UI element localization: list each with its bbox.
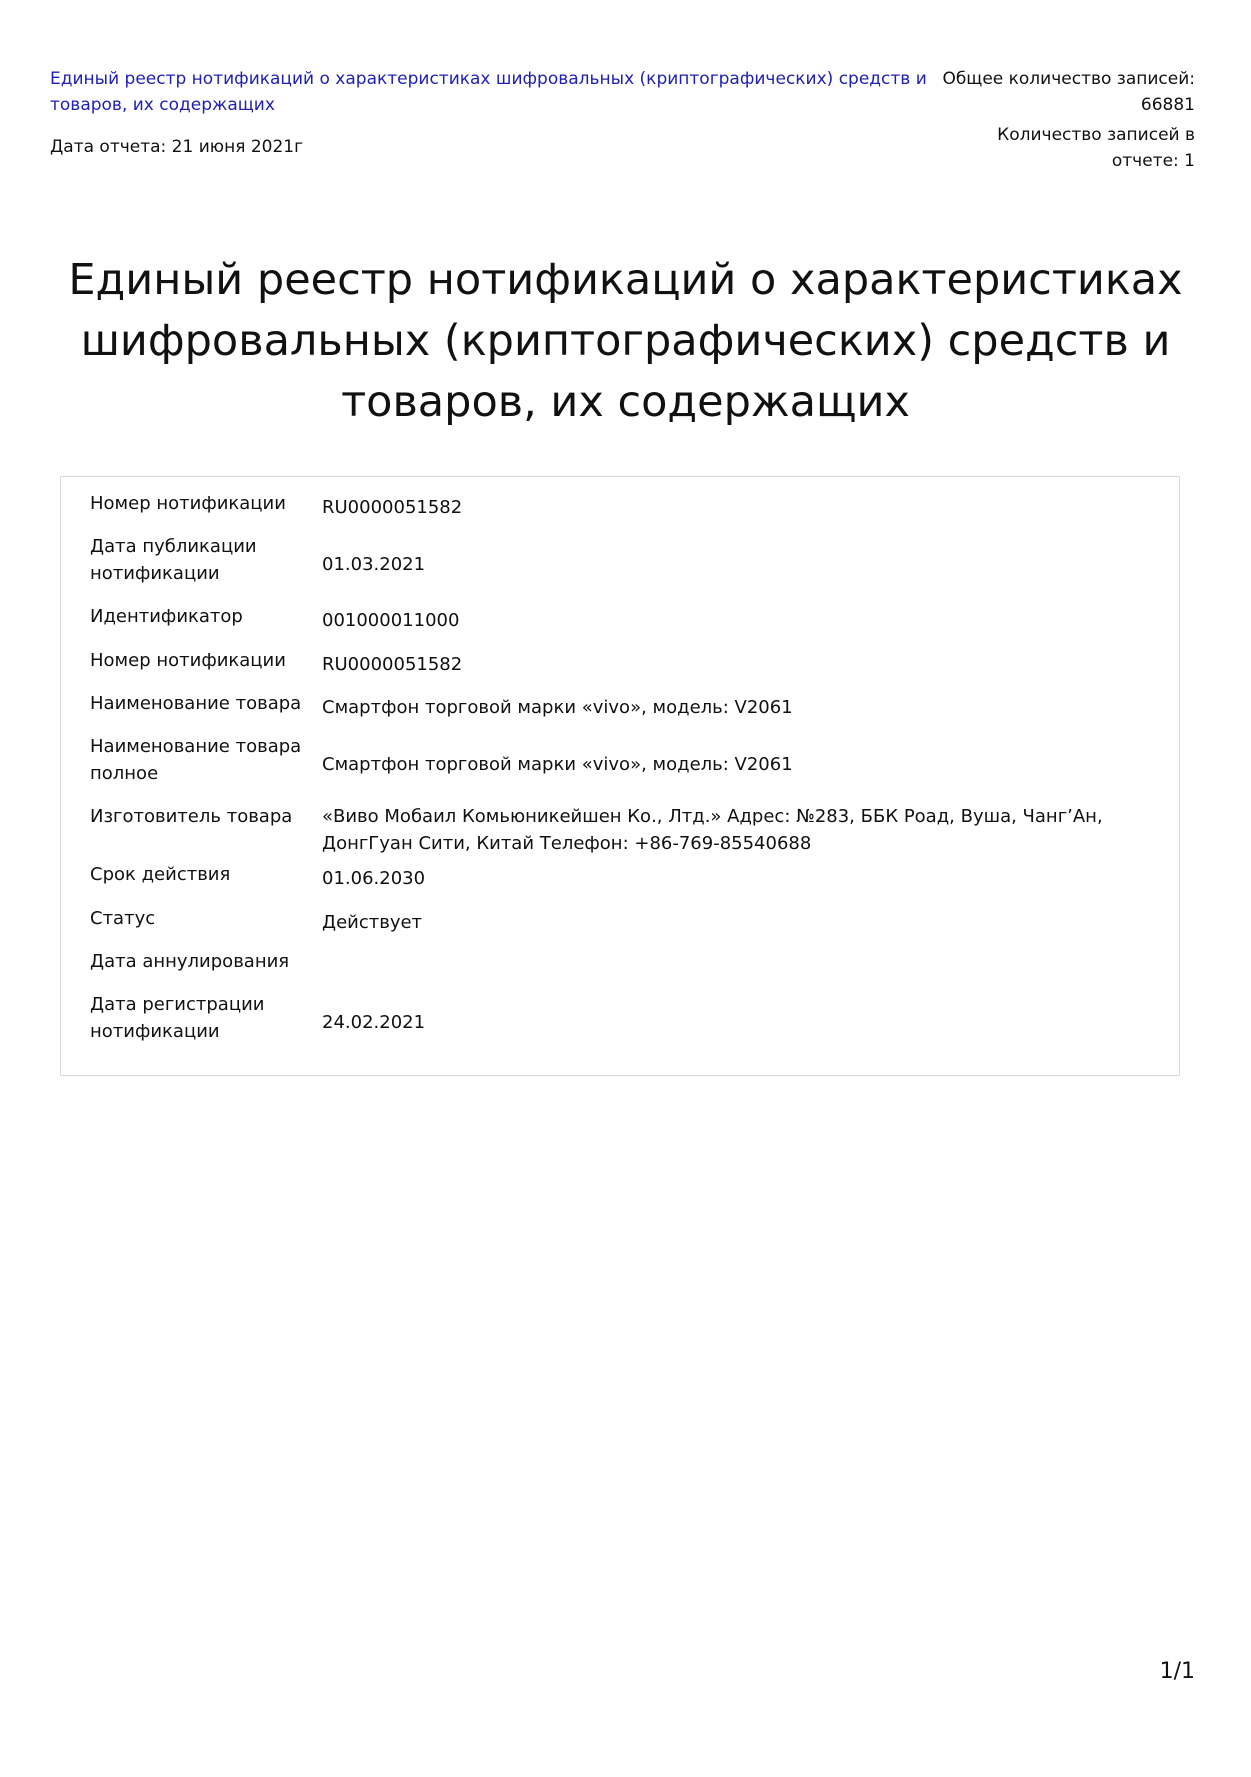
field-label: Дата публикации нотификации — [90, 536, 257, 584]
field-label: Номер нотификации — [90, 493, 286, 514]
field-label: Наименование товара — [90, 693, 302, 714]
field-value: 01.03.2021 — [322, 554, 426, 575]
field-value: RU0000051582 — [322, 497, 463, 518]
field-label: Номер нотификации — [90, 650, 286, 671]
field-label: Наименование товара полное — [90, 736, 302, 784]
notification-record — [60, 476, 1180, 1076]
field-value: Смартфон торговой марки «vivo», модель: V2061 — [322, 754, 793, 775]
field-label: Дата регистрации нотификации — [90, 994, 265, 1042]
registry-title-link[interactable]: Единый реестр нотификаций о характеристиках шифровальных (криптографических) средств и товаров, их содержащих — [50, 69, 927, 115]
report-records-count: Количество записей в отчете: 1 — [997, 125, 1195, 171]
field-value: RU0000051582 — [322, 654, 463, 675]
field-value: «Виво Мобаил Комьюникейшен Ко., Лтд.» Адрес: №283, ББК Роад, Вуша, Чанг’Ан, ДонгГуан Сити, Китай Телефон: +86-769-85540688 — [322, 806, 1103, 854]
field-label: Идентификатор — [90, 606, 243, 627]
page-title: Единый реестр нотификаций о характеристиках шифровальных (криптографических) средств и товаров, их содержащих — [68, 255, 1183, 427]
field-label: Дата аннулирования — [90, 951, 290, 972]
field-label: Статус — [90, 908, 156, 929]
field-value: 24.02.2021 — [322, 1012, 426, 1033]
field-label: Срок действия — [90, 864, 231, 885]
page-number: 1/1 — [1159, 1659, 1195, 1684]
status-value: Действует — [322, 912, 423, 933]
field-value: Смартфон торговой марки «vivo», модель: V2061 — [322, 697, 793, 718]
field-value: 001000011000 — [322, 610, 460, 631]
total-records-count: Общее количество записей: 66881 — [942, 69, 1195, 115]
field-value: 01.06.2030 — [322, 868, 426, 889]
report-date: Дата отчета: 21 июня 2021г — [50, 137, 304, 157]
field-label: Изготовитель товара — [90, 806, 293, 827]
